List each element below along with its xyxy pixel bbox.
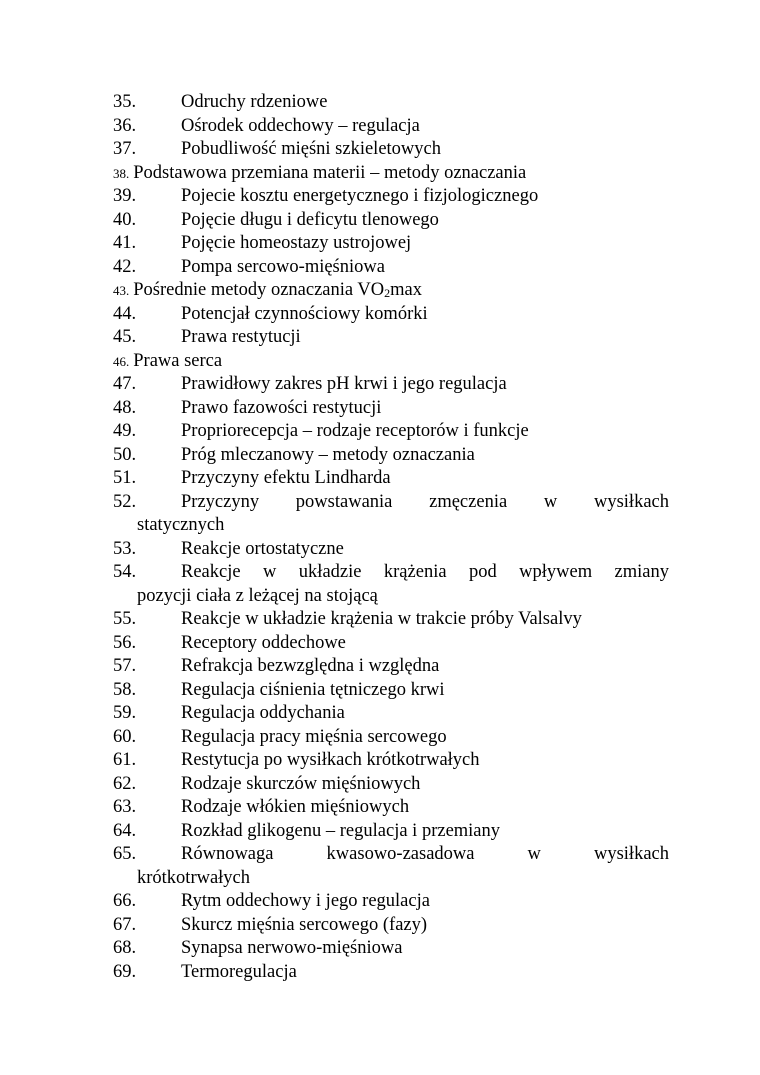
item-text: Pojecie kosztu energetycznego i fizjologicznego (181, 186, 539, 206)
item-text: Pojęcie długu i deficytu tlenowego (181, 209, 439, 230)
item-number: 47. (113, 374, 137, 394)
item-number: 38. (113, 165, 130, 181)
list-item (113, 397, 669, 421)
list-item (113, 679, 669, 703)
item-number: 49. (113, 421, 137, 441)
item-text: Pompa sercowo-mięśniowa (181, 256, 385, 277)
item-number: 57. (113, 656, 137, 676)
list-item (113, 726, 669, 750)
item-text: Reakcje w układzie krążenia w trakcie próby Valsalvy (181, 609, 582, 629)
item-number: 41. (113, 233, 137, 253)
item-text-continuation: statycznych (137, 515, 225, 535)
item-text: Rozkład glikogenu – regulacja i przemiany (181, 820, 501, 841)
item-number: 43. (113, 283, 130, 298)
list-item (113, 279, 669, 303)
list-item (113, 138, 669, 162)
item-text: Pobudliwość mięśni szkieletowych (181, 139, 441, 159)
item-number: 64. (113, 820, 137, 841)
item-number: 59. (113, 703, 137, 723)
item-text: Prawidłowy zakres pH krwi i jego regulacja (181, 374, 507, 394)
item-number: 50. (113, 444, 137, 465)
item-text: Równowaga kwasowo-zasadowa w wysiłkach (181, 844, 669, 864)
list-item (113, 162, 669, 186)
list-item (113, 796, 669, 820)
item-number: 56. (113, 632, 137, 653)
list-item (113, 773, 669, 797)
list-item (113, 820, 669, 844)
item-text: Skurcz mięśnia sercowego (fazy) (181, 914, 428, 935)
list-item (113, 467, 669, 491)
item-number: 55. (113, 609, 137, 629)
item-text: Restytucja po wysiłkach krótkotrwałych (181, 750, 480, 770)
item-number: 58. (113, 679, 137, 700)
item-text (133, 280, 422, 300)
item-line-1 (113, 491, 669, 515)
item-number: 62. (113, 773, 137, 794)
list-item (113, 115, 669, 139)
item-number: 40. (113, 209, 137, 230)
item-text: Pojęcie homeostazy ustrojowej (181, 233, 412, 253)
list-item (113, 937, 669, 961)
item-text: Potencjał czynnościowy komórki (181, 303, 428, 324)
list-item (113, 444, 669, 468)
item-number: 35. (113, 92, 137, 112)
item-text: Regulacja oddychania (181, 703, 345, 723)
item-number: 65. (113, 844, 137, 864)
item-text: Prawa serca (133, 350, 223, 371)
item-text: Przyczyny efektu Lindharda (181, 468, 391, 488)
item-text-part: max (390, 280, 422, 300)
list-item (113, 890, 669, 914)
item-number: 63. (113, 797, 137, 817)
item-number: 66. (113, 891, 137, 911)
list-item (113, 961, 669, 985)
item-text: Odruchy rdzeniowe (181, 92, 328, 112)
list-item (113, 702, 669, 726)
list-item (113, 185, 669, 209)
item-number: 48. (113, 397, 137, 418)
list-item (113, 232, 669, 256)
item-text-continuation: krótkotrwałych (137, 867, 251, 888)
item-number: 45. (113, 327, 137, 347)
item-number: 61. (113, 750, 137, 770)
topic-list (113, 91, 669, 984)
list-item (113, 561, 669, 608)
item-number: 39. (113, 186, 137, 206)
list-item (113, 655, 669, 679)
item-number: 46. (113, 353, 130, 369)
item-number: 44. (113, 303, 137, 324)
item-text: Refrakcja bezwzględna i względna (181, 656, 440, 676)
item-text: Przyczyny powstawania zmęczenia w wysiłkach (181, 491, 669, 512)
item-number: 67. (113, 914, 137, 935)
list-item (113, 749, 669, 773)
item-number: 53. (113, 538, 137, 559)
item-text-part: Pośrednie metody oznaczania VO (133, 280, 385, 300)
item-text: Receptory oddechowe (181, 632, 346, 653)
item-text: Synapsa nerwowo-mięśniowa (181, 938, 403, 958)
item-text: Rytm oddechowy i jego regulacja (181, 891, 430, 911)
item-text: Próg mleczanowy – metody oznaczania (181, 444, 475, 465)
list-item (113, 373, 669, 397)
item-number: 68. (113, 938, 137, 958)
list-item (113, 350, 669, 374)
item-number: 69. (113, 961, 137, 982)
list-item (113, 608, 669, 632)
list-item (113, 914, 669, 938)
list-item (113, 303, 669, 327)
list-item (113, 420, 669, 444)
item-text: Prawa restytucji (181, 327, 301, 347)
item-text-continuation: pozycji ciała z leżącej na stojącą (137, 585, 378, 606)
list-item (113, 91, 669, 115)
item-line-1 (113, 561, 669, 585)
item-number: 60. (113, 726, 137, 747)
item-number: 37. (113, 139, 137, 159)
item-number: 54. (113, 562, 137, 582)
list-item (113, 326, 669, 350)
item-line-1 (113, 843, 669, 867)
item-text: Regulacja pracy mięśnia sercowego (181, 726, 447, 747)
list-item (113, 632, 669, 656)
item-text: Rodzaje włókien mięśniowych (181, 797, 410, 817)
list-item (113, 843, 669, 890)
item-text: Ośrodek oddechowy – regulacja (181, 115, 420, 136)
item-text: Propriorecepcja – rodzaje receptorów i funkcje (181, 421, 529, 441)
item-text: Prawo fazowości restytucji (181, 397, 382, 418)
item-number: 52. (113, 491, 137, 512)
item-text: Rodzaje skurczów mięśniowych (181, 773, 421, 794)
list-item (113, 209, 669, 233)
list-item (113, 538, 669, 562)
subscript: 2 (384, 286, 391, 300)
item-number: 42. (113, 256, 137, 277)
item-text: Reakcje ortostatyczne (181, 538, 344, 559)
item-text: Reakcje w układzie krążenia pod wpływem zmiany (181, 562, 669, 582)
item-text: Termoregulacja (181, 961, 297, 982)
item-text: Podstawowa przemiana materii – metody oznaczania (133, 162, 527, 183)
list-item (113, 256, 669, 280)
list-item (113, 491, 669, 538)
item-number: 36. (113, 115, 137, 136)
item-number: 51. (113, 468, 137, 488)
item-text: Regulacja ciśnienia tętniczego krwi (181, 679, 445, 700)
